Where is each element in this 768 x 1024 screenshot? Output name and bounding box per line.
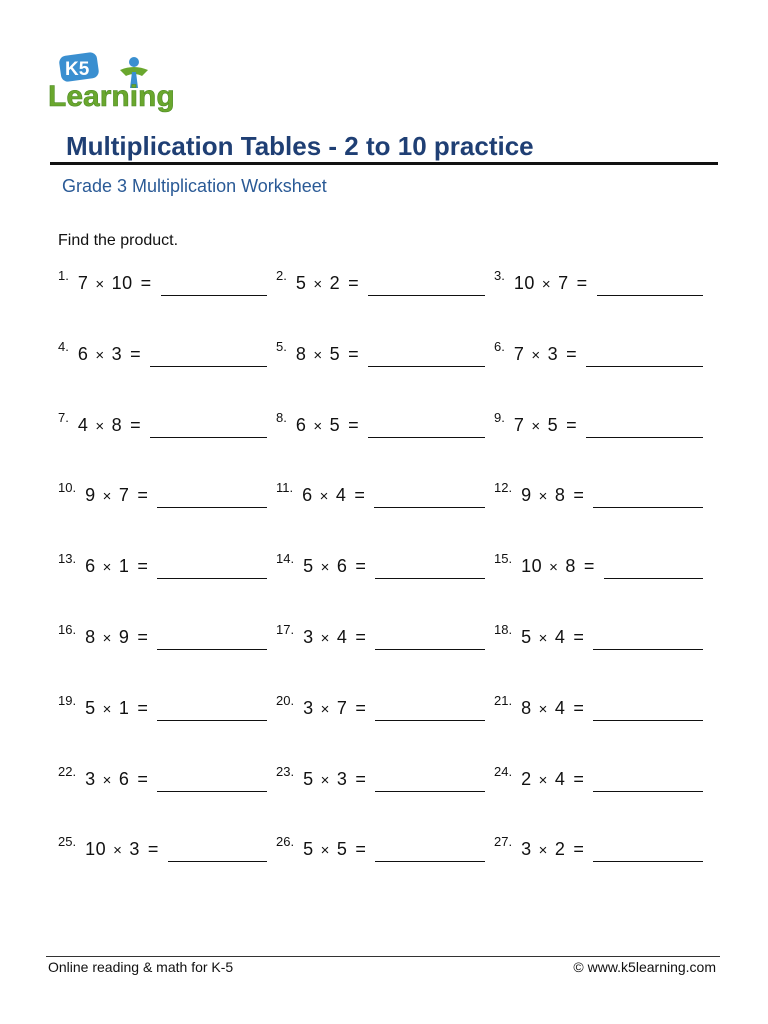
problem-expression	[85, 484, 155, 508]
times-sign: ×	[113, 842, 123, 860]
factor-a: 5	[303, 556, 314, 577]
answer-blank[interactable]	[593, 700, 703, 721]
factor-b: 4	[336, 626, 348, 647]
problem-item	[276, 266, 494, 296]
equals-sign: =	[348, 414, 360, 435]
factor-a: 7	[513, 343, 525, 364]
problem-item	[276, 478, 494, 508]
equals-sign: =	[573, 697, 585, 718]
times-sign: ×	[95, 417, 105, 435]
factor-b: 3	[111, 343, 123, 364]
factor-a: 7	[77, 273, 89, 293]
equals-sign: =	[355, 768, 367, 789]
answer-blank[interactable]	[150, 417, 267, 438]
page-title: Multiplication Tables - 2 to 10 practice	[66, 131, 534, 161]
times-sign: ×	[538, 700, 548, 718]
equals-sign: =	[355, 839, 367, 860]
problem-item	[276, 620, 494, 650]
problem-expression	[303, 697, 373, 721]
problem-expression	[85, 768, 155, 792]
logo-k5-text: K5	[65, 59, 90, 80]
problem-expression	[514, 272, 595, 296]
title-divider	[50, 162, 718, 165]
problem-item	[58, 691, 276, 721]
problem-expression	[521, 697, 591, 721]
times-sign: ×	[320, 559, 330, 577]
problem-number: 12.	[494, 480, 513, 496]
factor-a: 9	[85, 485, 96, 506]
equals-sign: =	[355, 626, 367, 647]
factor-b: 4	[554, 697, 566, 718]
factor-b: 7	[336, 697, 348, 718]
problem-number: 8.	[276, 409, 287, 425]
problem-number: 17.	[276, 621, 295, 637]
factor-a: 5	[85, 697, 96, 718]
problem-item	[58, 337, 276, 367]
problem-expression	[521, 768, 591, 792]
equals-sign: =	[573, 485, 585, 506]
factor-b: 8	[565, 556, 576, 577]
times-sign: ×	[319, 488, 329, 506]
problem-item	[58, 762, 276, 792]
answer-blank[interactable]	[604, 558, 703, 579]
equals-sign: =	[348, 273, 360, 293]
problem-item	[276, 832, 494, 862]
factor-a: 3	[85, 768, 96, 789]
footer-tagline: Online reading & math for K-5	[48, 959, 234, 975]
problem-number: 20.	[276, 692, 295, 708]
factor-a: 8	[295, 343, 307, 364]
answer-blank[interactable]	[597, 275, 703, 296]
factor-b: 9	[118, 626, 130, 647]
problem-grid	[58, 266, 718, 903]
problem-number: 27.	[494, 834, 513, 850]
factor-a: 8	[85, 626, 96, 647]
times-sign: ×	[313, 276, 323, 293]
problem-expression	[521, 838, 591, 862]
factor-b: 6	[336, 556, 348, 577]
problem-item	[58, 549, 276, 579]
problem-expression	[85, 697, 155, 721]
factor-a: 3	[521, 839, 532, 860]
equals-sign: =	[137, 485, 149, 506]
factor-a: 6	[302, 485, 313, 506]
problem-expression	[521, 484, 591, 508]
times-sign: ×	[95, 346, 105, 364]
equals-sign: =	[355, 556, 367, 577]
times-sign: ×	[102, 559, 112, 577]
factor-b: 2	[329, 273, 341, 293]
equals-sign: =	[137, 626, 149, 647]
problem-expression	[85, 626, 155, 650]
answer-blank[interactable]	[161, 275, 267, 296]
factor-b: 4	[554, 626, 566, 647]
footer-website: © www.k5learning.com	[573, 959, 716, 975]
factor-a: 3	[303, 697, 314, 718]
times-sign: ×	[95, 276, 105, 293]
times-sign: ×	[531, 417, 541, 435]
answer-blank[interactable]	[593, 487, 703, 508]
answer-blank[interactable]	[586, 346, 703, 367]
times-sign: ×	[102, 629, 112, 647]
factor-b: 7	[118, 485, 130, 506]
factor-b: 4	[554, 768, 566, 789]
equals-sign: =	[355, 697, 367, 718]
problem-number: 10.	[58, 480, 77, 496]
factor-a: 6	[85, 556, 96, 577]
factor-a: 5	[521, 626, 532, 647]
problem-expression	[303, 626, 373, 650]
times-sign: ×	[313, 417, 323, 435]
problem-number: 15.	[494, 551, 513, 567]
problem-item	[58, 266, 276, 296]
factor-a: 2	[521, 768, 532, 789]
problem-item	[58, 620, 276, 650]
factor-b: 7	[558, 273, 569, 293]
problem-number: 16.	[58, 621, 77, 637]
equals-sign: =	[566, 414, 578, 435]
problem-expression	[303, 555, 373, 579]
equals-sign: =	[583, 556, 595, 577]
problem-item	[494, 832, 712, 862]
factor-b: 3	[336, 768, 348, 789]
factor-b: 4	[335, 485, 347, 506]
problem-expression	[296, 414, 366, 438]
factor-b: 2	[554, 839, 566, 860]
problem-item	[276, 762, 494, 792]
factor-a: 4	[77, 414, 89, 435]
answer-blank[interactable]	[368, 275, 485, 296]
problem-item	[494, 620, 712, 650]
factor-a: 5	[303, 768, 314, 789]
problem-item	[276, 337, 494, 367]
answer-blank[interactable]	[150, 346, 267, 367]
equals-sign: =	[147, 839, 159, 860]
equals-sign: =	[130, 343, 142, 364]
factor-a: 10	[521, 556, 543, 577]
answer-blank[interactable]	[593, 841, 703, 862]
times-sign: ×	[320, 842, 330, 860]
problem-expression	[78, 343, 148, 367]
problem-number: 14.	[276, 551, 295, 567]
equals-sign: =	[573, 839, 585, 860]
answer-blank[interactable]	[375, 771, 485, 792]
problem-number: 19.	[58, 692, 77, 708]
problem-number: 5.	[276, 338, 287, 354]
factor-a: 3	[303, 626, 314, 647]
problem-item	[494, 266, 712, 296]
equals-sign: =	[576, 273, 588, 293]
problem-item	[494, 549, 712, 579]
times-sign: ×	[102, 700, 112, 718]
problem-expression	[514, 414, 584, 438]
problem-number: 24.	[494, 763, 513, 779]
problem-number: 3.	[494, 268, 505, 283]
problem-item	[276, 549, 494, 579]
factor-a: 6	[295, 414, 307, 435]
answer-blank[interactable]	[368, 417, 485, 438]
times-sign: ×	[538, 771, 548, 789]
times-sign: ×	[102, 771, 112, 789]
equals-sign: =	[573, 768, 585, 789]
equals-sign: =	[573, 626, 585, 647]
problem-number: 23.	[276, 763, 295, 779]
times-sign: ×	[538, 842, 548, 860]
factor-b: 6	[118, 768, 130, 789]
problem-expression	[521, 555, 602, 579]
factor-a: 5	[303, 839, 314, 860]
factor-b: 8	[554, 485, 566, 506]
problem-item	[494, 408, 712, 438]
answer-blank[interactable]	[168, 841, 267, 862]
factor-b: 5	[336, 839, 348, 860]
times-sign: ×	[313, 346, 323, 364]
times-sign: ×	[549, 559, 559, 577]
problem-expression	[78, 272, 159, 296]
problem-expression	[296, 272, 366, 296]
times-sign: ×	[531, 346, 541, 364]
factor-a: 8	[521, 697, 532, 718]
answer-blank[interactable]	[157, 487, 267, 508]
problem-item	[276, 691, 494, 721]
logo-learning-text: Learning	[48, 80, 175, 113]
problem-expression	[85, 555, 155, 579]
equals-sign: =	[566, 343, 578, 364]
factor-b: 1	[118, 697, 130, 718]
answer-blank[interactable]	[374, 487, 485, 508]
times-sign: ×	[320, 771, 330, 789]
factor-a: 10	[85, 839, 107, 860]
factor-a: 6	[77, 343, 89, 364]
problem-item	[494, 337, 712, 367]
answer-blank[interactable]	[375, 558, 485, 579]
instructions: Find the product.	[58, 232, 179, 249]
problem-item	[276, 408, 494, 438]
times-sign: ×	[320, 700, 330, 718]
times-sign: ×	[102, 488, 112, 506]
problem-expression	[303, 838, 373, 862]
problem-number: 2.	[276, 268, 287, 283]
problem-number: 4.	[58, 338, 69, 354]
problem-number: 13.	[58, 551, 77, 567]
factor-b: 5	[329, 343, 341, 364]
problem-number: 11.	[276, 480, 294, 496]
problem-expression	[521, 626, 591, 650]
answer-blank[interactable]	[375, 700, 485, 721]
equals-sign: =	[137, 697, 149, 718]
factor-b: 10	[111, 273, 133, 293]
k5-learning-logo	[46, 48, 188, 114]
factor-a: 10	[513, 273, 535, 293]
factor-a: 9	[521, 485, 532, 506]
problem-expression	[296, 343, 366, 367]
problem-item	[58, 832, 276, 862]
problem-number: 18.	[494, 621, 513, 637]
problem-item	[58, 478, 276, 508]
problem-item	[58, 408, 276, 438]
factor-b: 3	[129, 839, 140, 860]
answer-blank[interactable]	[368, 346, 485, 367]
times-sign: ×	[320, 629, 330, 647]
answer-blank[interactable]	[375, 629, 485, 650]
page-subtitle: Grade 3 Multiplication Worksheet	[62, 176, 327, 196]
answer-blank[interactable]	[593, 771, 703, 792]
problem-item	[494, 478, 712, 508]
equals-sign: =	[130, 414, 142, 435]
problem-item	[494, 691, 712, 721]
problem-expression	[303, 768, 373, 792]
equals-sign: =	[137, 768, 149, 789]
factor-b: 1	[118, 556, 130, 577]
times-sign: ×	[538, 488, 548, 506]
problem-expression	[78, 414, 148, 438]
answer-blank[interactable]	[375, 841, 485, 862]
equals-sign: =	[354, 485, 366, 506]
problem-number: 6.	[494, 338, 505, 354]
equals-sign: =	[140, 273, 152, 293]
factor-a: 5	[295, 273, 307, 293]
answer-blank[interactable]	[593, 629, 703, 650]
problem-expression	[514, 343, 584, 367]
answer-blank[interactable]	[157, 629, 267, 650]
equals-sign: =	[137, 556, 149, 577]
answer-blank[interactable]	[157, 700, 267, 721]
problem-number: 22.	[58, 763, 77, 779]
problem-number: 7.	[58, 409, 69, 425]
problem-number: 26.	[276, 834, 295, 850]
problem-expression	[85, 838, 166, 862]
problem-item	[494, 762, 712, 792]
problem-number: 25.	[58, 834, 77, 850]
times-sign: ×	[541, 276, 552, 293]
answer-blank[interactable]	[157, 771, 267, 792]
problem-expression	[302, 484, 372, 508]
factor-b: 5	[547, 414, 559, 435]
answer-blank[interactable]	[157, 558, 267, 579]
problem-number: 9.	[494, 409, 505, 425]
problem-number: 21.	[494, 692, 513, 708]
times-sign: ×	[538, 629, 548, 647]
equals-sign: =	[348, 343, 360, 364]
factor-b: 8	[111, 414, 123, 435]
factor-b: 3	[547, 343, 559, 364]
factor-b: 5	[329, 414, 341, 435]
factor-a: 7	[513, 414, 525, 435]
problem-number: 1.	[58, 268, 69, 283]
answer-blank[interactable]	[586, 417, 703, 438]
footer-divider	[46, 956, 720, 957]
